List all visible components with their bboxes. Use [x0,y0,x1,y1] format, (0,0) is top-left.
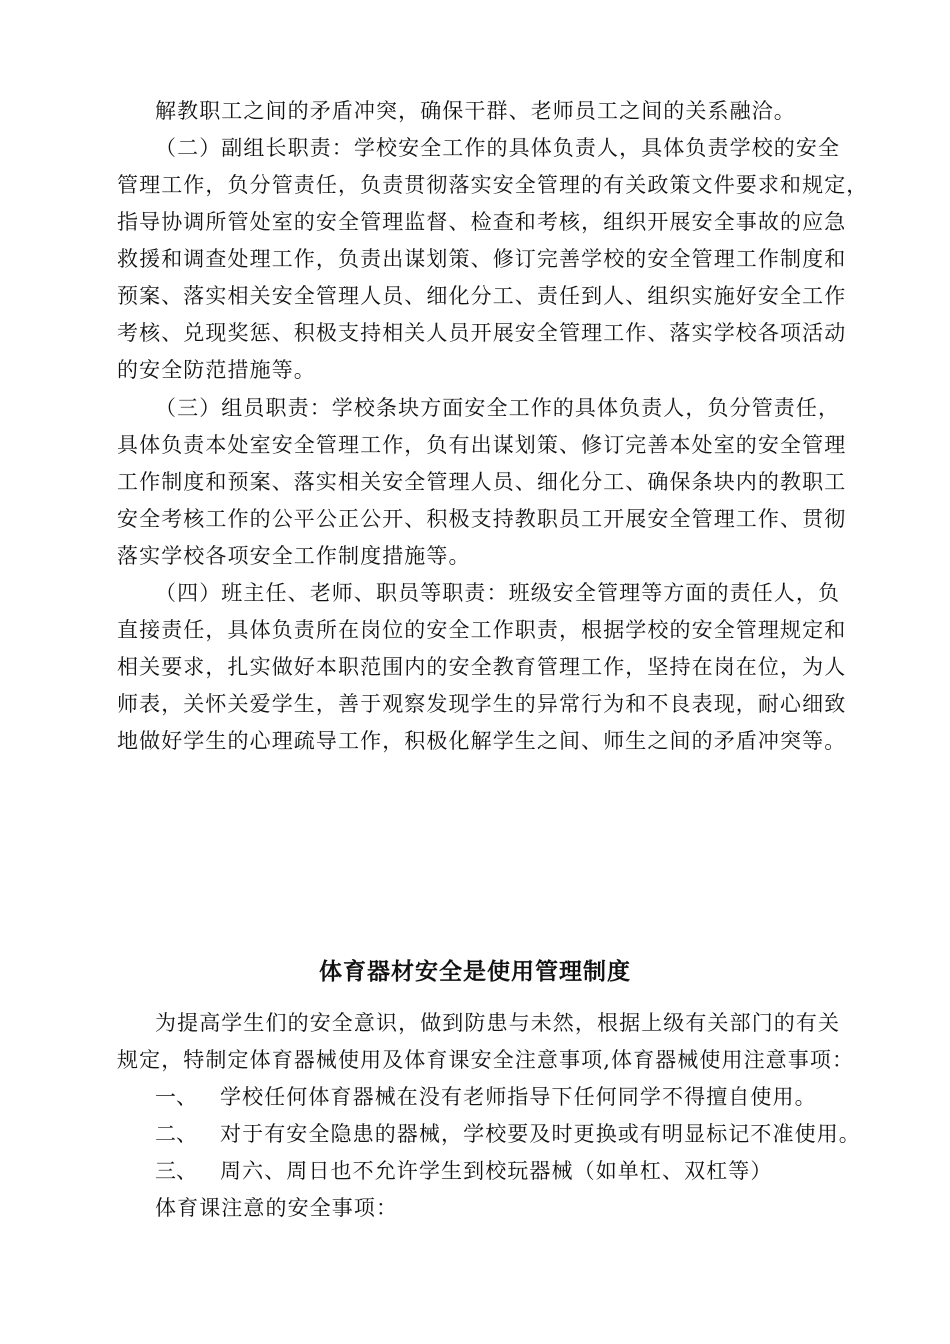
paragraph-line: 体育课注意的安全事项： [155,1196,399,1220]
paragraph-line: 具体负责本处室安全管理工作，负有出谋划策、修订完善本处室的安全管理 [117,433,847,457]
paragraph-line: 管理工作，负分管责任，负责贯彻落实安全管理的有关政策文件要求和规定， [117,173,869,197]
paragraph-line: 的安全防范措施等。 [117,358,316,382]
paragraph-line: 落实学校各项安全工作制度措施等。 [117,544,471,568]
paragraph-line: （四）班主任、老师、职员等职责：班级安全管理等方面的责任人，负 [155,581,841,605]
section-title: 体育器材安全是使用管理制度 [319,959,631,985]
list-item-text: 学校任何体育器械在没有老师指导下任何同学不得擅自使用。 [220,1085,817,1109]
paragraph-line: 预案、落实相关安全管理人员、细化分工、责任到人、组织实施好安全工作 [117,284,847,308]
paragraph-line: 地做好学生的心理疏导工作，积极化解学生之间、师生之间的矛盾冲突等。 [117,729,847,753]
paragraph-line: 工作制度和预案、落实相关安全管理人员、细化分工、确保条块内的教职工 [117,470,847,494]
paragraph-line: 直接责任，具体负责所在岗位的安全工作职责，根据学校的安全管理规定和 [117,618,847,642]
list-item-text: 对于有安全隐患的器械，学校要及时更换或有明显标记不准使用。 [220,1122,861,1146]
paragraph-line: （三）组员职责：学校条块方面安全工作的具体负责人，负分管责任， [155,396,841,420]
paragraph-line: 救援和调查处理工作，负责出谋划策、修订完善学校的安全管理工作制度和 [117,247,847,271]
paragraph-line: 指导协调所管处室的安全管理监督、检查和考核，组织开展安全事故的应急 [117,210,847,234]
list-item-number: 二、 [155,1122,197,1146]
paragraph-line: 师表，关怀关爱学生，善于观察发现学生的异常行为和不良表现，耐心细致 [117,692,847,716]
list-item-text: 周六、周日也不允许学生到校玩器械（如单杠、双杠等） [220,1159,773,1183]
paragraph-line: 相关要求，扎实做好本职范围内的安全教育管理工作，坚持在岗在位，为人 [117,655,847,679]
paragraph-line: 考核、兑现奖惩、积极支持相关人员开展安全管理工作、落实学校各项活动 [117,321,847,345]
list-item-number: 三、 [155,1159,197,1183]
paragraph-line: 安全考核工作的公平公正公开、积极支持教职员工开展安全管理工作、贯彻 [117,507,847,531]
paragraph-line: 规定，特制定体育器械使用及体育课安全注意事项,体育器械使用注意事项： [117,1048,855,1072]
paragraph-line: 为提高学生们的安全意识，做到防患与未然，根据上级有关部门的有关 [155,1011,841,1035]
list-item-number: 一、 [155,1085,197,1109]
paragraph-line: （二）副组长职责：学校安全工作的具体负责人，具体负责学校的安全 [155,136,841,160]
paragraph-line: 解教职工之间的矛盾冲突，确保干群、老师员工之间的关系融洽。 [155,99,796,123]
